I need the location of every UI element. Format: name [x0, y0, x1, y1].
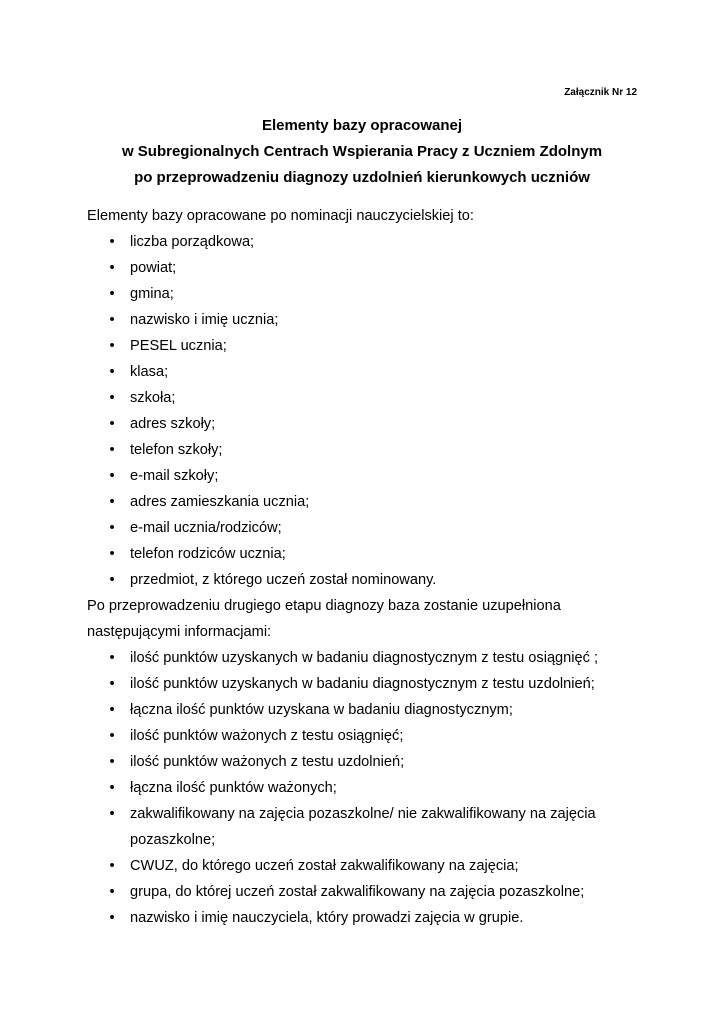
- section1-intro: Elementy bazy opracowane po nominacji nauczycielskiej to:: [87, 208, 474, 224]
- document-body: [87, 203, 647, 931]
- list-item: [87, 567, 647, 593]
- list-item-text: CWUZ, do którego uczeń został zakwalifikowany na zajęcia;: [130, 858, 519, 874]
- list-item: [87, 255, 647, 281]
- section2-list: [87, 645, 647, 931]
- list-item: [87, 229, 647, 255]
- bullet-icon: •: [109, 520, 115, 536]
- list-item: [87, 515, 647, 541]
- bullet-icon: •: [109, 468, 115, 484]
- bullet-icon: •: [109, 910, 115, 926]
- list-item-text: zakwalifikowany na zajęcia pozaszkolne/ nie zakwalifikowany na zajęcia pozaszkolne;: [130, 806, 596, 848]
- list-item: [87, 775, 647, 801]
- list-item: [87, 307, 647, 333]
- list-item-text: szkoła;: [130, 390, 176, 406]
- list-item-text: ilość punktów ważonych z testu osiągnięć;: [130, 728, 404, 744]
- title-line: Elementy bazy opracowanej: [261, 117, 463, 134]
- list-item-text: gmina;: [130, 286, 174, 302]
- list-item: [87, 489, 647, 515]
- bullet-icon: •: [109, 494, 115, 510]
- list-item: [87, 697, 647, 723]
- title-line: po przeprowadzeniu diagnozy uzdolnień kierunkowych uczniów: [134, 169, 590, 186]
- list-item: [87, 281, 647, 307]
- list-item: [87, 905, 647, 931]
- list-item: [87, 385, 647, 411]
- bullet-icon: •: [109, 702, 115, 718]
- bullet-icon: •: [109, 858, 115, 874]
- bullet-icon: •: [109, 572, 115, 588]
- list-item: [87, 411, 647, 437]
- list-item-text: PESEL ucznia;: [130, 338, 227, 354]
- list-item-text: nazwisko i imię nauczyciela, który prowadzi zajęcia w grupie.: [130, 910, 524, 926]
- list-item-text: grupa, do której uczeń został zakwalifikowany na zajęcia pozaszkolne;: [130, 884, 585, 900]
- bullet-icon: •: [109, 260, 115, 276]
- list-item: [87, 645, 647, 671]
- bullet-icon: •: [109, 728, 115, 744]
- bullet-icon: •: [109, 312, 115, 328]
- bullet-icon: •: [109, 676, 115, 692]
- bullet-icon: •: [109, 650, 115, 666]
- list-item-text: e-mail ucznia/rodziców;: [130, 520, 282, 536]
- document-title: [0, 113, 724, 191]
- list-item: [87, 333, 647, 359]
- list-item-text: adres zamieszkania ucznia;: [130, 494, 310, 510]
- list-item: [87, 463, 647, 489]
- bullet-icon: •: [109, 390, 115, 406]
- bullet-icon: •: [109, 234, 115, 250]
- attachment-label: Załącznik Nr 12: [564, 87, 637, 98]
- bullet-icon: •: [109, 416, 115, 432]
- list-item: [87, 749, 647, 775]
- bullet-icon: •: [109, 780, 115, 796]
- title-line: w Subregionalnych Centrach Wspierania Pracy z Uczniem Zdolnym: [121, 143, 603, 160]
- bullet-icon: •: [109, 806, 115, 822]
- list-item: [87, 359, 647, 385]
- list-item: [87, 853, 647, 879]
- list-item: [87, 879, 647, 905]
- bullet-icon: •: [109, 754, 115, 770]
- list-item: [87, 437, 647, 463]
- bullet-icon: •: [109, 884, 115, 900]
- list-item: [87, 541, 647, 567]
- list-item-text: powiat;: [130, 260, 177, 276]
- list-item-text: ilość punktów uzyskanych w badaniu diagnostycznym z testu uzdolnień;: [130, 676, 595, 692]
- list-item-text: klasa;: [130, 364, 169, 380]
- bullet-icon: •: [109, 364, 115, 380]
- list-item: [87, 671, 647, 697]
- list-item-text: przedmiot, z którego uczeń został nominowany.: [130, 572, 437, 588]
- list-item-text: e-mail szkoły;: [130, 468, 219, 484]
- section1-list: [87, 229, 647, 593]
- list-item-text: ilość punktów ważonych z testu uzdolnień;: [130, 754, 405, 770]
- list-item-text: liczba porządkowa;: [130, 234, 255, 250]
- list-item: [87, 801, 647, 853]
- bullet-icon: •: [109, 286, 115, 302]
- list-item-text: telefon rodziców ucznia;: [130, 546, 286, 562]
- list-item: [87, 723, 647, 749]
- list-item-text: telefon szkoły;: [130, 442, 223, 458]
- list-item-text: nazwisko i imię ucznia;: [130, 312, 279, 328]
- list-item-text: ilość punktów uzyskanych w badaniu diagnostycznym z testu osiągnięć ;: [130, 650, 599, 666]
- bullet-icon: •: [109, 442, 115, 458]
- list-item-text: łączna ilość punktów ważonych;: [130, 780, 337, 796]
- bullet-icon: •: [109, 338, 115, 354]
- section2-intro: Po przeprowadzeniu drugiego etapu diagnozy baza zostanie uzupełniona następującymi informacjami:: [87, 598, 561, 640]
- list-item-text: adres szkoły;: [130, 416, 216, 432]
- bullet-icon: •: [109, 546, 115, 562]
- list-item-text: łączna ilość punktów uzyskana w badaniu diagnostycznym;: [130, 702, 513, 718]
